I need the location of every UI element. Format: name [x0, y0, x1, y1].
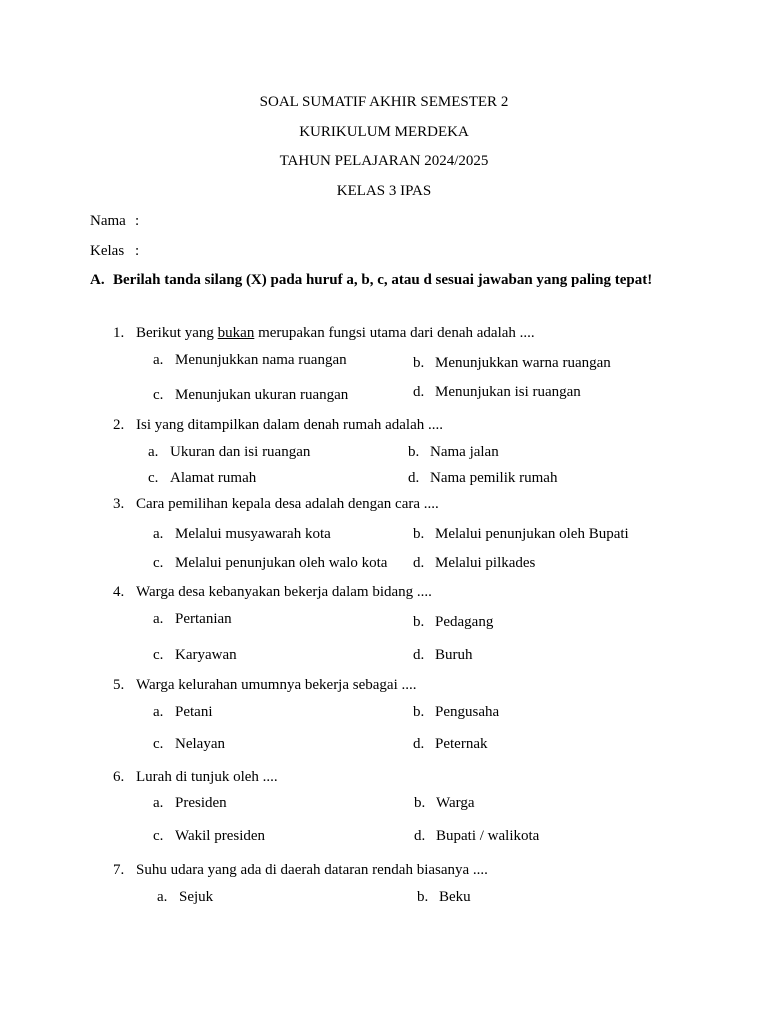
option-letter: c. [153, 647, 164, 663]
question-1-text-before: Berikut yang [136, 325, 218, 341]
question-6-option-d[interactable] [414, 828, 539, 845]
option-letter: b. [413, 355, 425, 371]
question-3-number: 3. [113, 496, 125, 512]
option-text: Warga [436, 795, 475, 811]
question-5-text: Warga kelurahan umumnya bekerja sebagai .... [136, 677, 417, 693]
option-text: Wakil presiden [175, 828, 266, 844]
option-text: Melalui pilkades [435, 555, 536, 571]
class-label: Kelas [90, 243, 125, 259]
question-1-option-b[interactable] [413, 355, 611, 372]
option-letter: a. [153, 352, 164, 368]
question-1-text-after: merupakan fungsi utama dari denah adalah .... [254, 325, 535, 341]
option-letter: a. [148, 444, 159, 460]
option-text: Bupati / walikota [436, 828, 540, 844]
question-5-option-d[interactable] [413, 736, 487, 753]
question-1-option-d[interactable] [413, 384, 581, 401]
name-label: Nama [90, 213, 126, 229]
question-2-option-c[interactable] [148, 470, 256, 487]
question-4-number: 4. [113, 584, 125, 600]
option-letter: c. [153, 555, 164, 571]
question-6-text: Lurah di tunjuk oleh .... [136, 769, 278, 785]
question-5-option-a[interactable] [153, 704, 213, 721]
option-text: Pengusaha [435, 704, 500, 720]
question-1-underlined-word: bukan [217, 325, 255, 341]
option-letter: d. [413, 647, 425, 663]
option-letter: a. [153, 795, 164, 811]
option-text: Pertanian [175, 611, 232, 627]
option-text: Melalui penunjukan oleh Bupati [435, 526, 629, 542]
question-1-option-c[interactable] [153, 387, 348, 404]
option-text: Petani [175, 704, 213, 720]
option-letter: a. [157, 889, 168, 905]
option-letter: b. [408, 444, 420, 460]
option-letter: a. [153, 704, 164, 720]
option-text: Beku [439, 889, 471, 905]
question-3-option-d[interactable] [413, 555, 535, 572]
header-class-subject: KELAS 3 IPAS [336, 183, 432, 199]
question-2-option-d[interactable] [408, 470, 557, 487]
option-letter: d. [414, 828, 426, 844]
option-text: Presiden [175, 795, 227, 811]
question-2-option-b[interactable] [408, 444, 499, 461]
option-letter: c. [148, 470, 159, 486]
question-1-text [136, 325, 535, 342]
header-school-year: TAHUN PELAJARAN 2024/2025 [279, 153, 489, 169]
question-5-option-c[interactable] [153, 736, 225, 753]
option-text: Pedagang [435, 614, 494, 630]
option-text: Ukuran dan isi ruangan [170, 444, 311, 460]
question-6-option-b[interactable] [414, 795, 475, 812]
header-title: SOAL SUMATIF AKHIR SEMESTER 2 [259, 94, 509, 110]
option-letter: b. [414, 795, 426, 811]
option-letter: a. [153, 611, 164, 627]
option-letter: b. [413, 704, 425, 720]
question-3-option-b[interactable] [413, 526, 629, 543]
question-3-option-c[interactable] [153, 555, 387, 572]
option-text: Karyawan [175, 647, 237, 663]
option-letter: a. [153, 526, 164, 542]
option-letter: c. [153, 736, 164, 752]
option-text: Menunjukan ukuran ruangan [175, 387, 349, 403]
question-1-number: 1. [113, 325, 125, 341]
option-letter: d. [413, 384, 425, 400]
option-text: Menunjukkan warna ruangan [435, 355, 611, 371]
question-4-option-c[interactable] [153, 647, 237, 664]
question-4-text: Warga desa kebanyakan bekerja dalam bidang .... [136, 584, 432, 600]
option-text: Melalui penunjukan oleh walo kota [175, 555, 388, 571]
option-text: Buruh [435, 647, 473, 663]
question-6-option-a[interactable] [153, 795, 227, 812]
option-text: Peternak [435, 736, 488, 752]
option-text: Nama jalan [430, 444, 499, 460]
option-letter: b. [417, 889, 429, 905]
option-text: Menunjukkan nama ruangan [175, 352, 347, 368]
option-letter: b. [413, 614, 425, 630]
option-letter: c. [153, 828, 164, 844]
question-1-option-a[interactable] [153, 352, 347, 369]
question-5-option-b[interactable] [413, 704, 499, 721]
option-text: Alamat rumah [170, 470, 257, 486]
header-curriculum: KURIKULUM MERDEKA [299, 124, 469, 140]
question-3-option-a[interactable] [153, 526, 331, 543]
question-4-option-a[interactable] [153, 611, 232, 628]
question-7-text: Suhu udara yang ada di daerah dataran rendah biasanya .... [136, 862, 488, 878]
name-colon: : [135, 213, 140, 229]
option-text: Sejuk [179, 889, 214, 905]
option-text: Nelayan [175, 736, 225, 752]
question-5-number: 5. [113, 677, 125, 693]
question-3-text: Cara pemilihan kepala desa adalah dengan cara .... [136, 496, 439, 512]
option-letter: d. [413, 736, 425, 752]
question-4-option-d[interactable] [413, 647, 473, 664]
question-2-option-a[interactable] [148, 444, 310, 461]
question-4-option-b[interactable] [413, 614, 493, 631]
question-2-text: Isi yang ditampilkan dalam denah rumah adalah .... [136, 417, 443, 433]
option-text: Menunjukan isi ruangan [435, 384, 581, 400]
option-text: Nama pemilik rumah [430, 470, 558, 486]
question-6-number: 6. [113, 769, 125, 785]
option-letter: d. [413, 555, 425, 571]
question-7-number: 7. [113, 862, 125, 878]
question-7-option-a[interactable] [157, 889, 213, 906]
option-letter: c. [153, 387, 164, 403]
question-7-option-b[interactable] [417, 889, 471, 906]
question-2-number: 2. [113, 417, 125, 433]
section-a-marker: A. [90, 272, 105, 288]
option-text: Melalui musyawarah kota [175, 526, 331, 542]
section-a-instruction: Berilah tanda silang (X) pada huruf a, b, c, atau d sesuai jawaban yang paling tepat! [113, 272, 653, 288]
option-letter: b. [413, 526, 425, 542]
class-colon: : [135, 243, 140, 259]
option-letter: d. [408, 470, 420, 486]
question-6-option-c[interactable] [153, 828, 265, 845]
